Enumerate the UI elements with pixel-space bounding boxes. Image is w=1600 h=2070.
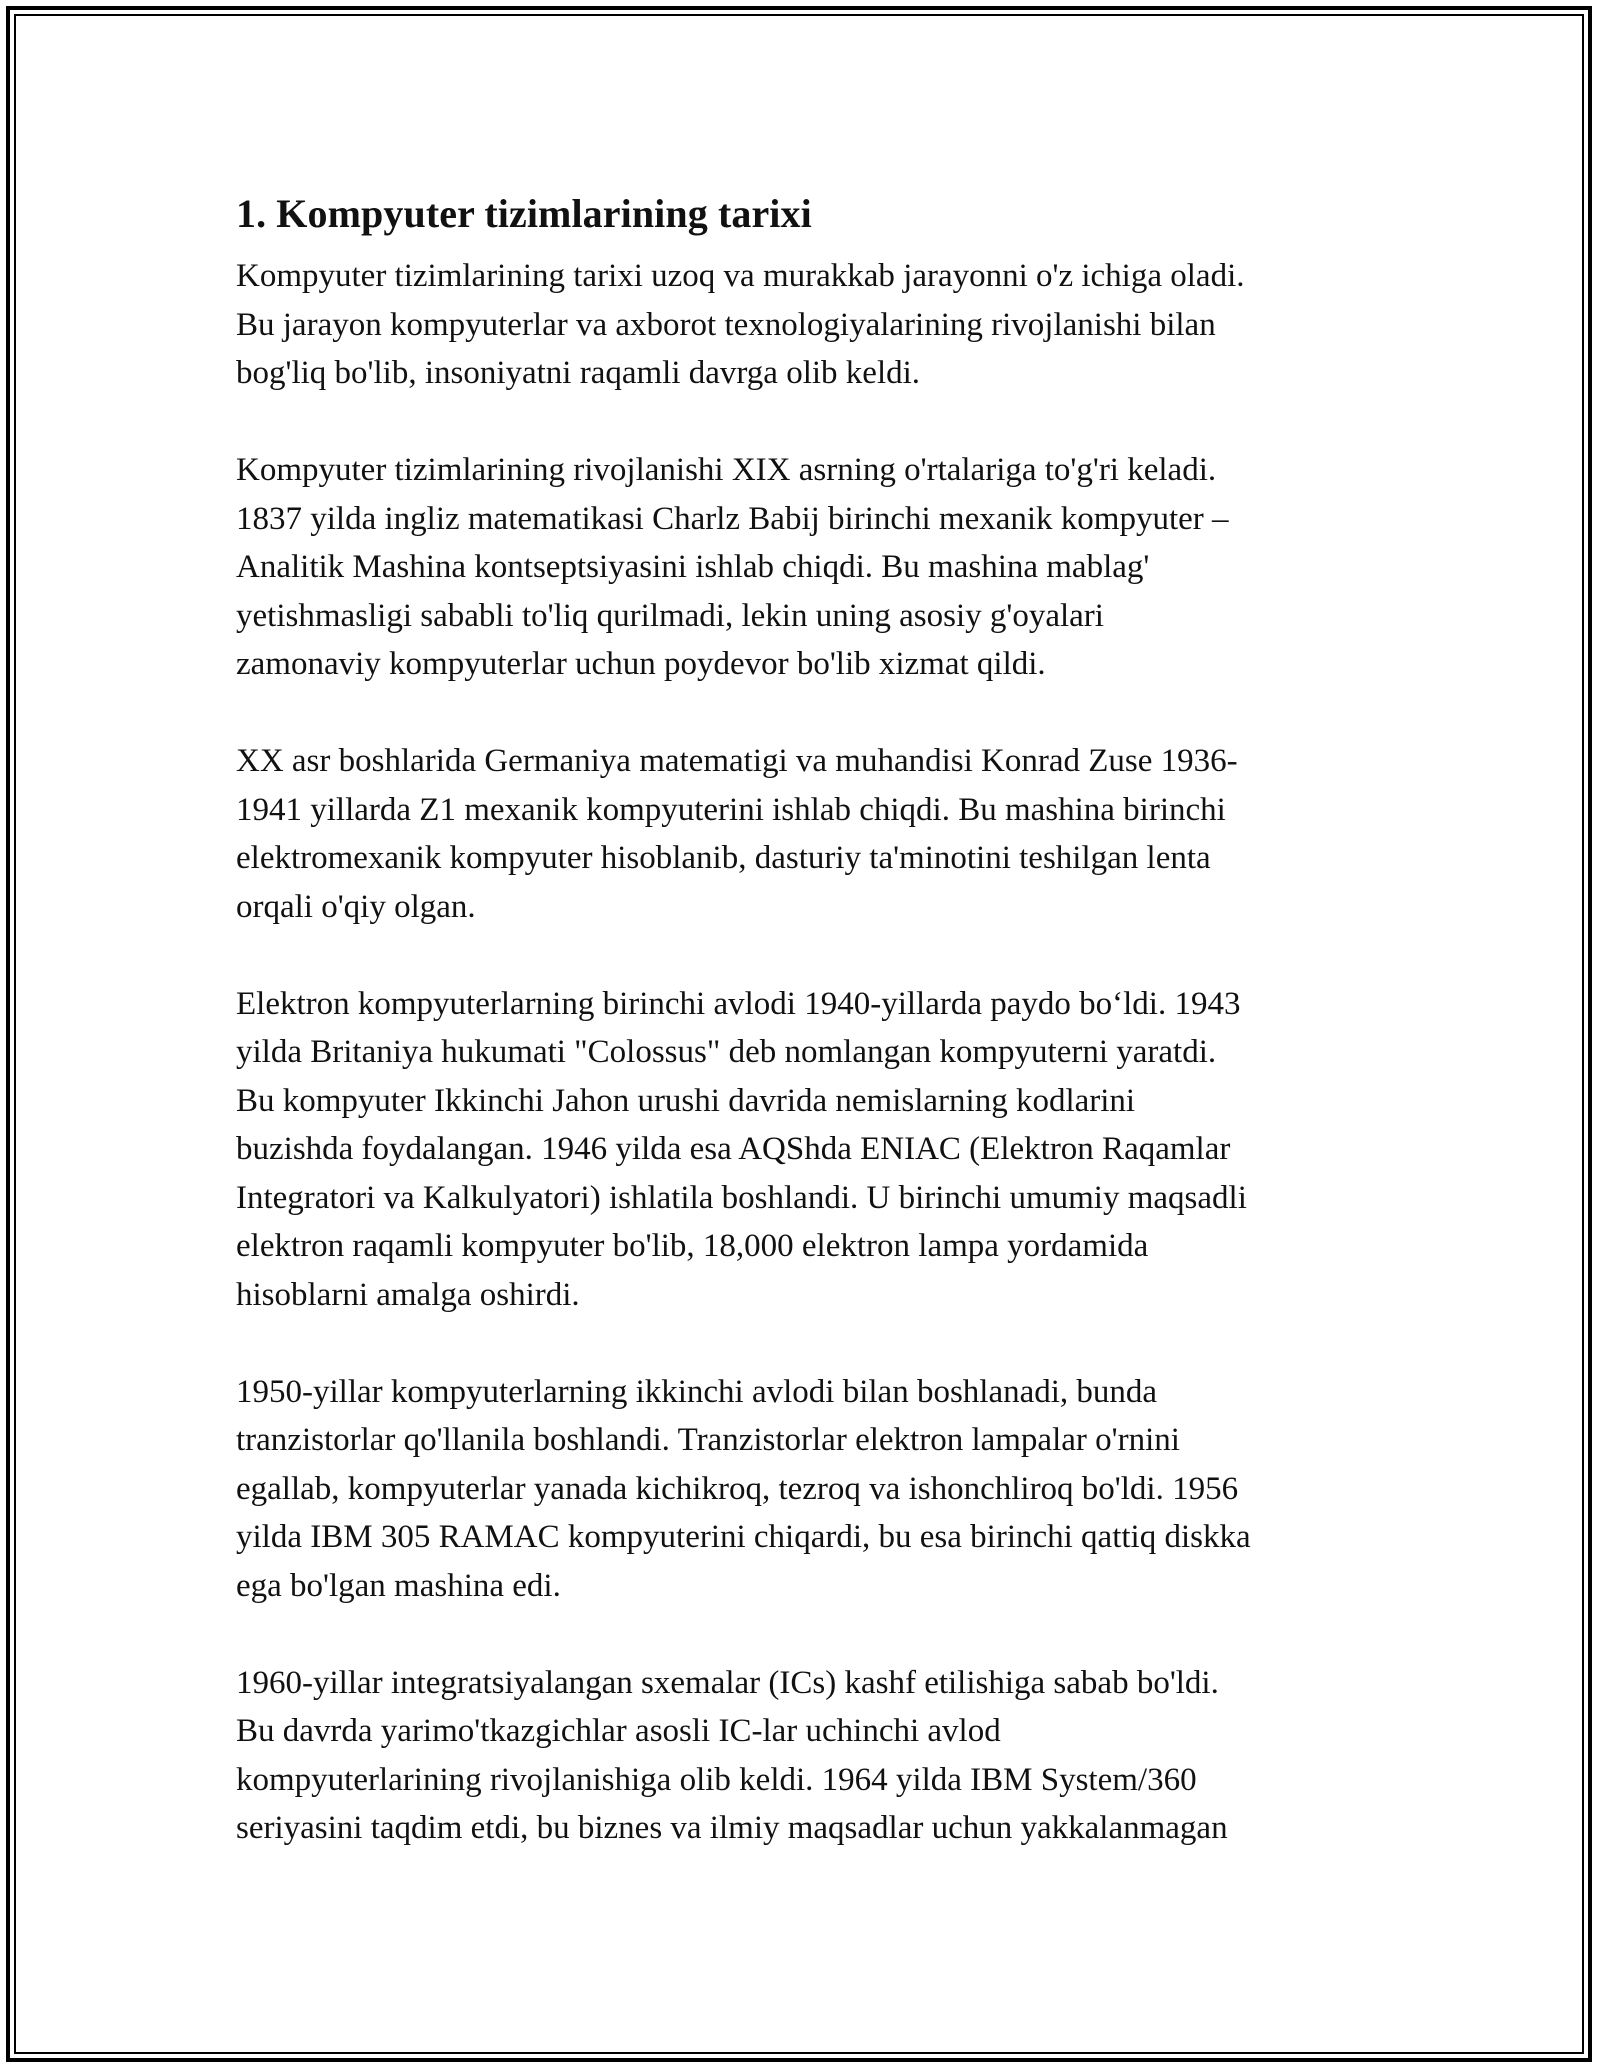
text-line: Analitik Mashina kontseptsiyasini ishlab chiqdi. Bu mashina mablag' (236, 549, 1150, 585)
paragraph (236, 1659, 1376, 1853)
text-line: seriyasini taqdim etdi, bu biznes va ilmiy maqsadlar uchun yakkalanmagan (236, 1810, 1228, 1846)
text-line: hisoblarni amalga oshirdi. (236, 1276, 580, 1313)
paragraph (236, 252, 1376, 398)
document-body (236, 182, 1376, 1901)
text-line: elektromexanik kompyuter hisoblanib, dasturiy ta'minotini teshilgan lenta (236, 840, 1211, 876)
text-line: Elektron kompyuterlarning birinchi avlodi 1940-yillarda paydo bo‘ldi. 1943 (236, 985, 1241, 1022)
text-line: Kompyuter tizimlarining rivojlanishi XIX asrning o'rtalariga to'g'ri keladi. (236, 452, 1217, 488)
text-line: egallab, kompyuterlar yanada kichikroq, tezroq va ishonchliroq bo'ldi. 1956 (236, 1470, 1239, 1507)
paragraph (236, 737, 1376, 931)
text-line: Integratori va Kalkulyatori) ishlatila boshlandi. U birinchi umumiy maqsadli (236, 1179, 1247, 1216)
text-line: 1950-yillar kompyuterlarning ikkinchi avlodi bilan boshlanadi, bunda (236, 1373, 1158, 1410)
text-line: kompyuterlarining rivojlanishiga olib keldi. 1964 yilda IBM System/360 (236, 1761, 1197, 1798)
section-title: 1. Kompyuter tizimlarining tarixi (236, 191, 812, 236)
paragraph (236, 980, 1376, 1320)
text-line: yilda Britaniya hukumati "Colossus" deb nomlangan kompyuterni yaratdi. (236, 1034, 1217, 1070)
text-line: tranzistorlar qo'llanila boshlandi. Tranzistorlar elektron lampalar o'rnini (236, 1422, 1180, 1458)
text-line: yetishmasligi sababli to'liq qurilmadi, lekin uning asosiy g'oyalari (236, 597, 1104, 634)
text-line: XX asr boshlarida Germaniya matematigi va muhandisi Konrad Zuse 1936- (236, 743, 1238, 779)
text-line: Bu jarayon kompyuterlar va axborot texnologiyalarining rivojlanishi bilan (236, 306, 1216, 343)
text-line: 1837 yilda ingliz matematikasi Charlz Babij birinchi mexanik kompyuter – (236, 500, 1229, 537)
text-line: 1941 yillarda Z1 mexanik kompyuterini ishlab chiqdi. Bu mashina birinchi (236, 791, 1226, 828)
text-line: ega bo'lgan mashina edi. (236, 1567, 561, 1604)
text-line: Bu davrda yarimo'tkazgichlar asosli IC-lar uchinchi avlod (236, 1713, 1001, 1749)
text-line: bog'liq bo'lib, insoniyatni raqamli davrga olib keldi. (236, 355, 921, 391)
text-line: Kompyuter tizimlarining tarixi uzoq va murakkab jarayonni o'z ichiga oladi. (236, 258, 1245, 294)
paragraph (236, 446, 1376, 689)
text-line: elektron raqamli kompyuter bo'lib, 18,000 elektron lampa yordamida (236, 1228, 1149, 1264)
text-line: zamonaviy kompyuterlar uchun poydevor bo'lib xizmat qildi. (236, 646, 1046, 682)
text-line: orqali o'qiy olgan. (236, 888, 476, 925)
text-line: buzishda foydalangan. 1946 yilda esa AQShda ENIAC (Elektron Raqamlar (236, 1131, 1231, 1167)
text-line: 1960-yillar integratsiyalangan sxemalar (ICs) kashf etilishiga sabab bo'ldi. (236, 1664, 1219, 1701)
paragraph (236, 1368, 1376, 1611)
text-line: Bu kompyuter Ikkinchi Jahon urushi davrida nemislarning kodlarini (236, 1082, 1136, 1119)
text-line: yilda IBM 305 RAMAC kompyuterini chiqardi, bu esa birinchi qattiq diskka (236, 1519, 1251, 1555)
